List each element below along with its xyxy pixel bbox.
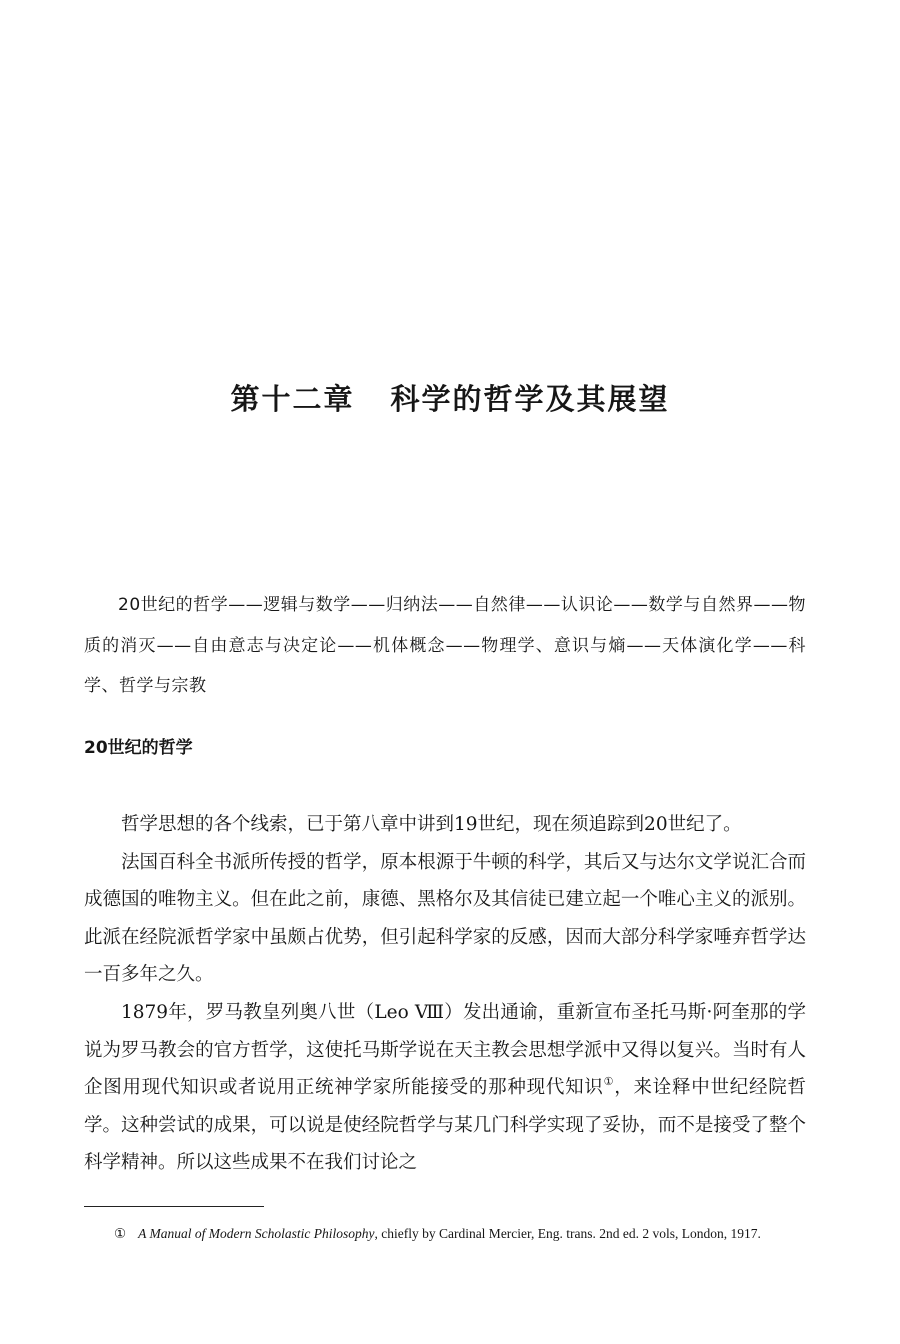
- section-heading: 20世纪的哲学: [84, 738, 193, 758]
- paragraph-3-text-after: ，来诠释中世纪经院哲学。这种尝试的成果，可以说是使经院哲学与某几门科学实现了妥协，而不是接受了整个科学精神。所以这些成果不在我们讨论之: [84, 1077, 806, 1174]
- body-text: [84, 806, 806, 1182]
- chapter-number: 第十二章: [230, 382, 355, 417]
- paragraph-3: [84, 994, 806, 1182]
- footnote: [84, 1220, 806, 1248]
- footnote-mark: ①: [114, 1226, 127, 1241]
- footnote-reference: ①: [603, 1075, 615, 1089]
- footnote-divider: [84, 1206, 264, 1207]
- chapter-summary: 20世纪的哲学——逻辑与数学——归纳法——自然律——认识论——数学与自然界——物质的消灭——自由意志与决定论——机体概念——物理学、意识与熵——天体演化学——科学、哲学与宗教: [84, 595, 806, 696]
- footnote-work-title: A Manual of Modern Scholastic Philosophy: [138, 1226, 375, 1241]
- paragraph-2: 法国百科全书派所传授的哲学，原本根源于牛顿的科学，其后又与达尔文学说汇合而成德国的唯物主义。但在此之前，康德、黑格尔及其信徒已建立起一个唯心主义的派别。此派在经院派哲学家中虽颇占优势，但引起科学家的反感，因而大部分科学家唾弃哲学达一百多年之久。: [84, 851, 806, 986]
- paragraph-1: 哲学思想的各个线索，已于第八章中讲到19世纪，现在须追踪到20世纪了。: [121, 814, 742, 835]
- footnote-citation: , chiefly by Cardinal Mercier, Eng. trans. 2nd ed. 2 vols, London, 1917.: [374, 1226, 761, 1241]
- chapter-title-text: 科学的哲学及其展望: [390, 382, 670, 417]
- chapter-title: [0, 379, 900, 419]
- paragraph-3-text-before: 1879年，罗马教皇列奥八世（Leo Ⅷ）发出通谕，重新宣布圣托马斯·阿奎那的学说为罗马教会的官方哲学，这使托马斯学说在天主教会思想学派中又得以复兴。当时有人企图用现代知识或者说用正统神学家所能接受的那种现代知识: [84, 1001, 806, 1099]
